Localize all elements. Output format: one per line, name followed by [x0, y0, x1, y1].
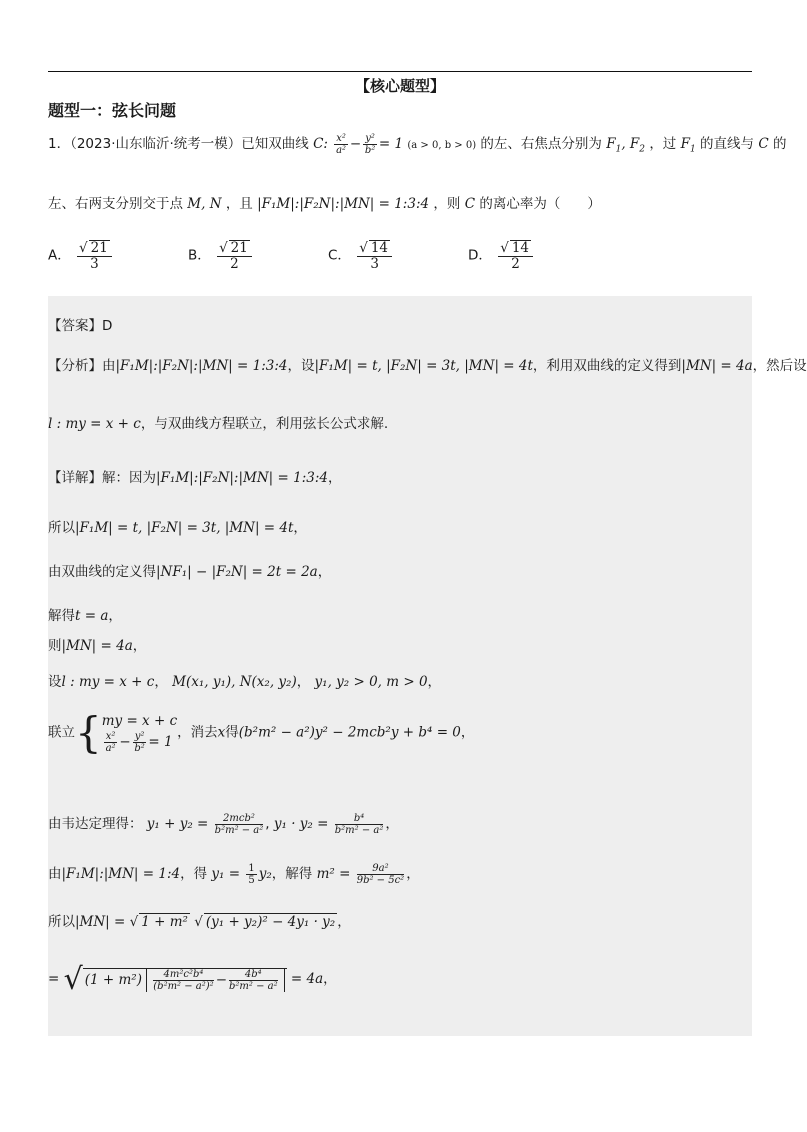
detail-ratio-solve: 由|F₁M|:|MN| = 1:4，得 y₁ = $\frac{1}{5}$ y₂，解得 m² = $\frac{\text{9a²}}{\text{9b² − 5c²}}$ ， [48, 863, 420, 886]
ratio-condition: |F₁M|:|F₂N|:|MN| = 1:3:4 [257, 196, 430, 212]
hyperbola-equation: C: $\frac{\text{x²}}{\text{a²}}$ − $\frac{\text{y²}}{\text{b²}}$ = 1 [313, 133, 404, 156]
detail-line-5: 则|MN| = 4a， [48, 638, 147, 654]
answer-line: 【答案】D [48, 318, 113, 334]
option-b[interactable]: B． $\frac{√ 21}{2}$ [188, 240, 254, 272]
analysis-line-2: l : my = x + c，与双曲线方程联立，利用弦长公式求解. [48, 416, 389, 432]
option-c[interactable]: C． $\frac{√ 14}{3}$ [328, 240, 394, 272]
section-header: 【核心题型】 [354, 77, 445, 95]
detail-chord-length: 所以|MN| = √ 1 + m² √ (y₁ + y₂)² − 4y₁ · y₂ ， [48, 914, 351, 930]
answer-options [48, 240, 748, 280]
analysis-line-1: 【分析】由|F₁M|:|F₂N|:|MN| = 1:3:4，设|F₁M| = t, |F₂N| = 3t, |MN| = 4t，利用双曲线的定义得到|MN| = 4a，然后设 [48, 358, 807, 374]
detail-final: = √ (1 + m²) $\frac{\text{4m²c²b⁴}}{\text{(b²m² − a²)²}}$ − $\frac{\text{4b⁴}}{\text{b²m² − a²}}$ = 4a， [48, 962, 337, 997]
detail-line-1: 【详解】解：因为|F₁M|:|F₂N|:|MN| = 1:3:4， [48, 470, 342, 486]
detail-system: 联立{ my = x + c $\frac{\text{x²}}{\text{a²}}$ − $\frac{\text{y²}}{\text{b²}}$ = 1 ，消去x得(b²m² − a²)y² − 2mcb²y + b⁴ = 0， [48, 708, 475, 757]
section-title: 题型一：弦长问题 [48, 101, 177, 120]
detail-vieta: 由韦达定理得： y₁ + y₂ = $\frac{\text{2mcb²}}{\text{b²m² − a²}}$ , y₁ · y₂ = $\frac{\text{b⁴}}{\text{b²m² − a²}}$ ， [48, 813, 399, 836]
question-source: 1．（2023·山东临沂·统考一模）已知双曲线 [48, 136, 309, 152]
detail-line-3: 由双曲线的定义得|NF₁| − |F₂N| = 2t = 2a， [48, 564, 332, 580]
hyperbola-condition: (a > 0, b > 0) [407, 140, 477, 151]
question-line-1: 1．（2023·山东临沂·统考一模）已知双曲线 C: $\frac{\text{x²}}{\text{a²}}$ − $\frac{\text{y²}}{\text{b²}}$ = 1 (a > 0, b > 0) 的左、右焦点分别为 $F_1$, $F_2$ ，过 $F_1$ 的直线与 C 的 [48, 133, 787, 156]
option-a[interactable]: A． $\frac{√ 21}{3}$ [48, 240, 114, 272]
detail-line-2: 所以|F₁M| = t, |F₂N| = 3t, |MN| = 4t， [48, 520, 307, 536]
option-d[interactable]: D． $\frac{√ 14}{2}$ [468, 240, 535, 272]
detail-line-6: 设l : my = x + c， M(x₁, y₁), N(x₂, y₂)， y₁, y₂ > 0, m > 0， [48, 674, 442, 690]
top-rule [48, 71, 752, 72]
foci-f1-f2: $F_1$, $F_2$ [606, 136, 646, 155]
question-line-2: 左、右两支分别交于点 M, N ，且 |F₁M|:|F₂N|:|MN| = 1:3:4 ，则 C 的离心率为（ ） [48, 196, 601, 212]
detail-line-4: 解得t = a， [48, 608, 122, 624]
